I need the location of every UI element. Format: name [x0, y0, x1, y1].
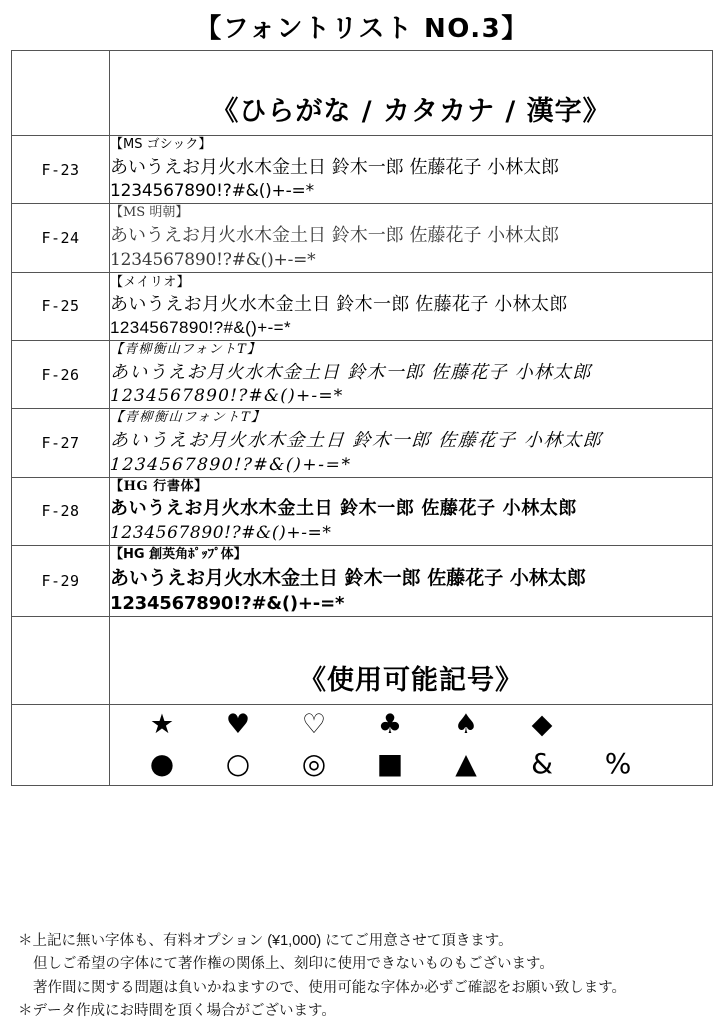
- table-row: [12, 409, 713, 477]
- font-sample-text: あいうえお月火水木金土日 鈴木一郎 佐藤花子 小林太郎: [110, 156, 560, 178]
- section-header-code-cell: [12, 51, 110, 136]
- section-header-symbols-code-cell: [12, 617, 110, 705]
- font-code: F-27: [12, 409, 110, 477]
- symbols-code-cell: [12, 705, 110, 786]
- font-name: 【青柳衡山フォントT】: [110, 341, 262, 357]
- font-sample-text: あいうえお月火水木金土日 鈴木一郎 佐藤花子 小林太郎: [110, 566, 586, 589]
- font-code: F-29: [12, 545, 110, 616]
- table-row: [12, 204, 713, 272]
- diamond-icon: ◆: [531, 709, 553, 741]
- square-filled-icon: ■: [376, 747, 404, 781]
- star-icon: ★: [149, 709, 175, 741]
- circle-outline-icon: ○: [225, 747, 251, 781]
- footnote-line-4: ＊データ作成にお時間を頂く場合がございます。: [18, 1003, 336, 1020]
- section-header-row-fonts: [12, 51, 713, 136]
- section-header-symbols-cell: [110, 617, 713, 705]
- table-row: [12, 272, 713, 340]
- spade-icon: ♠: [453, 709, 479, 741]
- font-sample-cell: [110, 136, 713, 204]
- footnote-line-1: ＊上記に無い字体も、有料オプション (¥1,000) にてご用意させて頂きます。: [18, 933, 513, 949]
- symbols-row: [12, 705, 713, 786]
- double-circle-icon: ◎: [301, 747, 327, 781]
- font-sample-cell: [110, 477, 713, 545]
- font-name: 【メイリオ】: [110, 273, 191, 289]
- font-code: F-24: [12, 204, 110, 272]
- font-name: 【MS ゴシック】: [110, 137, 212, 152]
- club-icon: ♣: [377, 709, 403, 741]
- font-code: F-23: [12, 136, 110, 204]
- footnote-line-2: 但しご希望の字体にて著作権の関係上、刻印に使用できないものもございます。: [33, 956, 554, 973]
- font-name: 【MS 明朝】: [110, 205, 189, 221]
- heart-outline-icon: ♡: [301, 709, 327, 741]
- footnote-line-3: 著作間に関する問題は負いかねますので、使用可能な字体か必ずご確認をお願い致します。: [33, 979, 627, 996]
- font-sample-digits: 1234567890!?#&()+-=*: [110, 181, 314, 202]
- ampersand-icon: &: [531, 747, 553, 781]
- circle-filled-icon: ●: [149, 747, 175, 781]
- font-sample-digits: 1234567890!?#&()+-=*: [109, 454, 353, 475]
- font-sample-cell: [110, 545, 713, 616]
- section-header-fonts-label: 《ひらがな / カタカナ / 漢字》: [211, 95, 611, 127]
- font-sample-digits: 1234567890!?#&()+-=*: [110, 523, 332, 544]
- section-header-row-symbols: [12, 617, 713, 705]
- font-sample-text: あいうえお月火水木金土日 鈴木一郎 佐藤花子 小林太郎: [110, 361, 592, 383]
- font-code: F-26: [12, 340, 110, 408]
- heart-filled-icon: ♥: [225, 709, 251, 741]
- percent-icon: %: [604, 747, 632, 781]
- font-code: F-28: [12, 477, 110, 545]
- font-name: 【青柳衡山フォントT】: [109, 410, 267, 426]
- symbols-cell: [110, 705, 713, 786]
- font-sample-text: あいうえお月火水木金土日 鈴木一郎 佐藤花子 小林太郎: [110, 498, 577, 520]
- footnotes: [18, 930, 718, 1024]
- page-title: 【フォントリスト NO.3】: [195, 14, 529, 44]
- font-sample-digits: 1234567890!?#&()+-=*: [110, 592, 345, 614]
- font-name: 【HG 創英角ﾎﾟｯﾌﾟ体】: [110, 546, 247, 562]
- table-row: [12, 477, 713, 545]
- font-sample-cell: [110, 409, 713, 477]
- font-list-table: [11, 50, 713, 786]
- font-sample-cell: [110, 204, 713, 272]
- font-sample-digits: 1234567890!?#&()+-=*: [110, 318, 291, 338]
- font-code: F-25: [12, 272, 110, 340]
- font-sample-text: あいうえお月火水木金土日 鈴木一郎 佐藤花子 小林太郎: [110, 225, 560, 247]
- section-header-fonts-cell: [110, 51, 713, 136]
- font-name: 【HG 行書体】: [110, 478, 208, 494]
- font-sample-cell: [110, 272, 713, 340]
- triangle-filled-icon: ▲: [455, 747, 477, 781]
- font-sample-cell: [110, 340, 713, 408]
- symbol-line-2: [110, 744, 712, 785]
- table-row: [12, 136, 713, 204]
- font-sample-digits: 1234567890!?#&()+-=*: [110, 386, 344, 407]
- font-sample-text: あいうえお月火水木金土日 鈴木一郎 佐藤花子 小林太郎: [109, 430, 604, 452]
- table-row: [12, 340, 713, 408]
- symbol-line-1: [110, 705, 712, 744]
- font-sample-digits: 1234567890!?#&()+-=*: [110, 249, 316, 270]
- table-row: [12, 545, 713, 616]
- font-sample-text: あいうえお月火水木金土日 鈴木一郎 佐藤花子 小林太郎: [110, 293, 568, 314]
- section-header-symbols-label: 《使用可能記号》: [299, 665, 523, 697]
